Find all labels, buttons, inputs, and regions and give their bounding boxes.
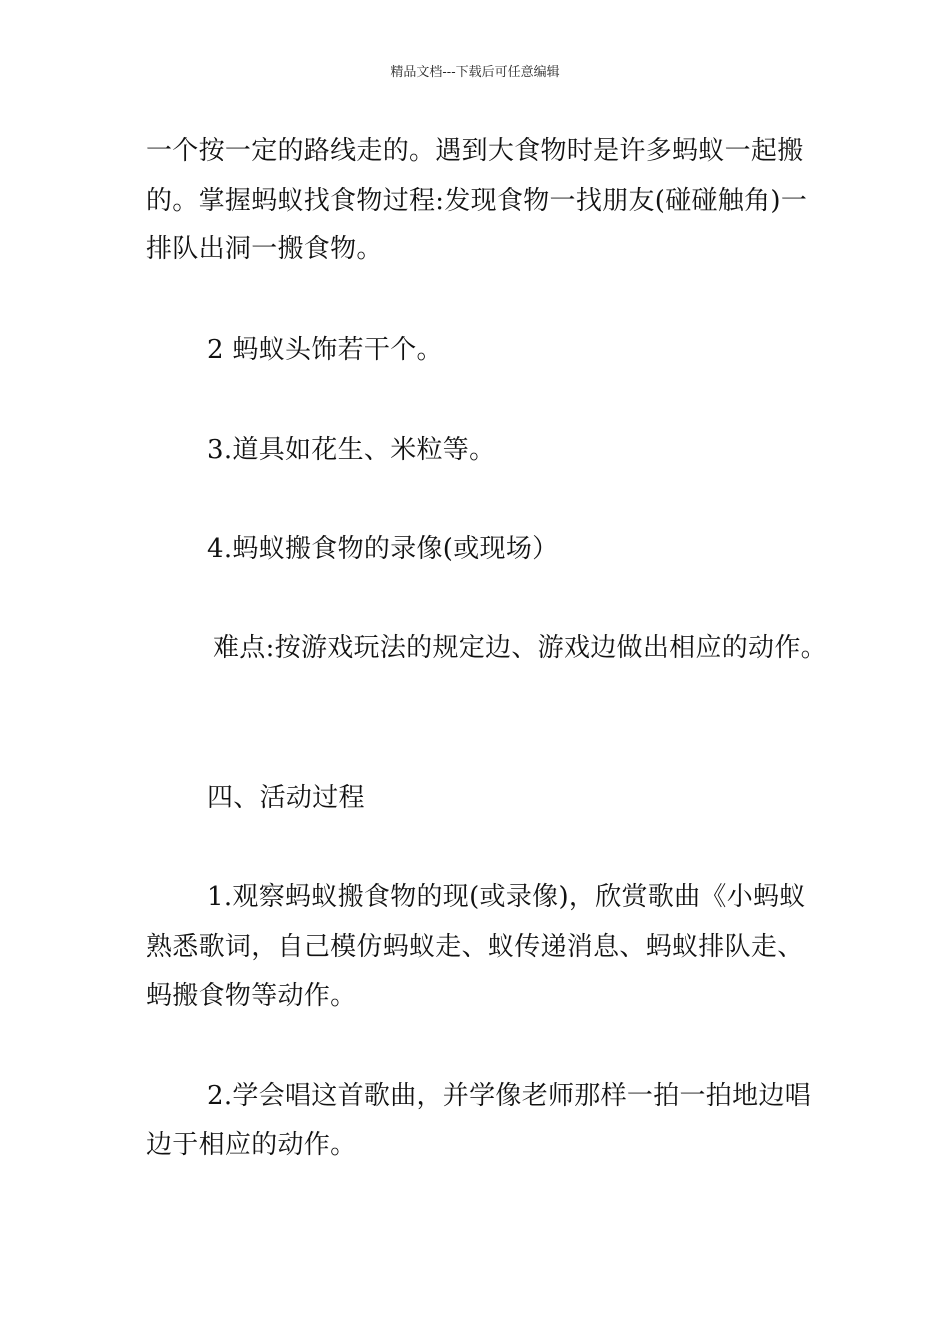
paragraph-line: 1.观察蚂蚁搬食物的现(或录像)，欣赏歌曲《小蚂蚁 [207,882,806,912]
list-item: 3.道具如花生、米粒等。 [207,435,496,465]
page-header: 精品文档---下载后可任意编辑 [390,65,560,80]
section-heading: 四、活动过程 [207,783,365,813]
paragraph-line: 排队出洞一搬食物。 [146,234,383,264]
list-item: 4.蚂蚁搬食物的录像(或现场） [207,534,559,564]
list-item: 2 蚂蚁头饰若干个。 [207,335,443,365]
paragraph-line: 的。掌握蚂蚁找食物过程:发现食物一找朋友(碰碰触角)一 [146,186,808,216]
paragraph-line: 一个按一定的路线走的。遇到大食物时是许多蚂蚁一起搬 [146,136,804,166]
paragraph-line: 边于相应的动作。 [146,1130,357,1160]
paragraph-line: 2.学会唱这首歌曲，并学像老师那样一拍一拍地边唱 [207,1081,812,1111]
paragraph-line: 蚂搬食物等动作。 [146,981,357,1011]
difficulty-note: 难点:按游戏玩法的规定边、游戏边做出相应的动作。 [213,633,827,663]
paragraph-line: 熟悉歌词，自己模仿蚂蚁走、蚁传递消息、蚂蚁排队走、 [146,932,804,962]
